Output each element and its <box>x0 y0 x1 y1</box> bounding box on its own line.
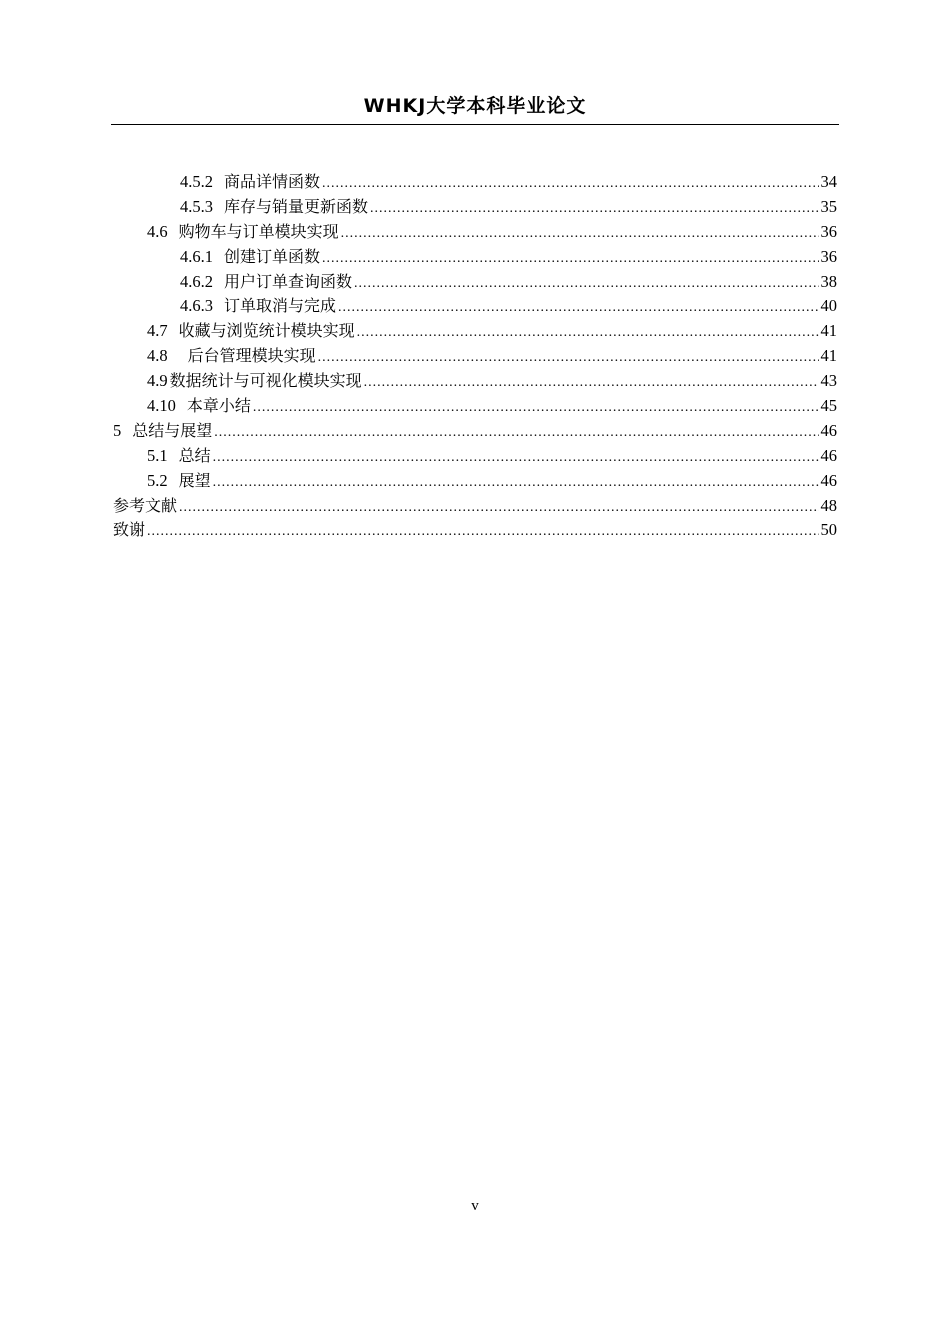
page-header <box>111 94 839 125</box>
toc-entry-title: 本章小结 <box>186 396 251 416</box>
toc-dot-leader <box>213 471 819 496</box>
toc-entry-number: 5.2 <box>147 470 168 490</box>
toc-entry[interactable] <box>113 220 837 245</box>
toc-dot-leader <box>354 272 818 297</box>
toc-dot-leader <box>370 197 818 222</box>
toc-dot-leader <box>364 371 819 396</box>
toc-entry-title: 总结与展望 <box>132 420 213 440</box>
toc-dot-leader <box>214 421 818 446</box>
header-title: WHKJ大学本科毕业论文 <box>363 95 587 117</box>
toc-entry-title: 参考文献 <box>113 495 178 515</box>
toc-entry-page: 34 <box>820 172 837 191</box>
toc-entry[interactable] <box>113 469 837 494</box>
toc-entry[interactable] <box>113 195 837 220</box>
toc-entry-title: 数据统计与可视化模块实现 <box>169 371 362 391</box>
toc-entry-title: 创建订单函数 <box>224 246 321 266</box>
toc-entry-title: 后台管理模块实现 <box>187 346 316 366</box>
toc-entry[interactable] <box>113 245 837 270</box>
toc-entry[interactable] <box>113 319 837 344</box>
toc-entry-page: 46 <box>820 470 837 490</box>
toc-entry-title: 商品详情函数 <box>224 172 321 191</box>
toc-entry-title: 总结 <box>178 445 211 465</box>
toc-entry[interactable] <box>113 170 837 195</box>
toc-entry-page: 45 <box>820 396 837 416</box>
toc-entry[interactable] <box>113 344 837 369</box>
toc-entry[interactable] <box>113 270 837 295</box>
toc-entry-page: 40 <box>820 296 837 316</box>
toc-entry-page: 48 <box>820 495 837 515</box>
toc-entry-page: 35 <box>820 196 837 216</box>
toc-entry-number: 4.7 <box>147 321 168 341</box>
toc-entry[interactable] <box>113 518 837 543</box>
toc-entry-number: 4.6.1 <box>180 246 213 266</box>
toc-dot-leader <box>253 396 819 421</box>
toc-entry-title: 收藏与浏览统计模块实现 <box>178 321 355 341</box>
toc-entry-page: 46 <box>820 445 837 465</box>
toc-entry-title: 库存与销量更新函数 <box>224 196 369 216</box>
toc-entry-page: 36 <box>820 221 837 241</box>
toc-entry-page: 43 <box>820 371 837 391</box>
toc-entry-number: 4.8 <box>147 346 168 366</box>
toc-entry-number: 4.10 <box>147 396 176 416</box>
toc-entry-page: 41 <box>820 321 837 341</box>
table-of-contents <box>113 170 837 543</box>
toc-entry-title: 购物车与订单模块实现 <box>178 221 339 241</box>
toc-entry-page: 38 <box>820 271 837 291</box>
toc-entry-number: 4.5.2 <box>180 172 213 191</box>
toc-entry-number: 4.9 <box>147 371 168 391</box>
toc-dot-leader <box>318 346 819 371</box>
toc-entry-title: 订单取消与完成 <box>224 296 337 316</box>
page-number: v <box>471 1198 479 1214</box>
toc-entry-title: 致谢 <box>113 520 146 540</box>
toc-entry[interactable] <box>113 444 837 469</box>
toc-entry[interactable] <box>113 294 837 319</box>
toc-entry-number: 4.6.3 <box>180 296 213 316</box>
toc-dot-leader <box>338 296 818 321</box>
toc-entry-number: 4.6 <box>147 221 168 241</box>
toc-entry[interactable] <box>113 394 837 419</box>
toc-entry[interactable] <box>113 494 837 519</box>
page-footer <box>0 1198 950 1215</box>
toc-entry-title: 用户订单查询函数 <box>224 271 353 291</box>
toc-entry-page: 41 <box>820 346 837 366</box>
toc-entry[interactable] <box>113 369 837 394</box>
toc-entry-page: 36 <box>820 246 837 266</box>
toc-dot-leader <box>179 496 818 521</box>
toc-entry-number: 5.1 <box>147 445 168 465</box>
toc-dot-leader <box>322 172 818 197</box>
toc-dot-leader <box>147 520 818 545</box>
toc-dot-leader <box>357 321 819 346</box>
toc-dot-leader <box>341 222 819 247</box>
toc-entry-title: 展望 <box>178 470 211 490</box>
toc-entry-number: 5 <box>113 420 122 440</box>
toc-entry-page: 50 <box>820 520 837 540</box>
toc-entry-page: 46 <box>820 420 837 440</box>
toc-dot-leader <box>213 446 819 471</box>
toc-entry-number: 4.6.2 <box>180 271 213 291</box>
toc-entry[interactable] <box>113 419 837 444</box>
toc-dot-leader <box>322 247 818 272</box>
toc-entry-number: 4.5.3 <box>180 196 213 216</box>
